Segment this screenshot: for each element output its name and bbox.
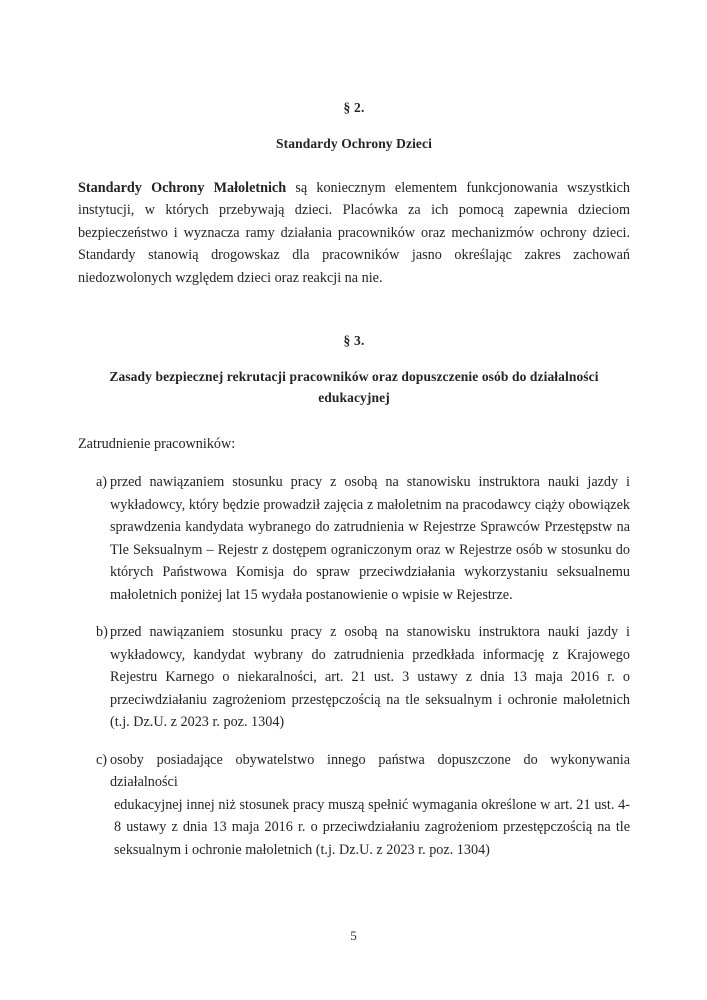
list-marker-c: c)	[96, 751, 108, 768]
list-marker-b: b)	[96, 624, 108, 641]
list-item-c-text-part2: edukacyjnej innej niż stosunek pracy muszą spełnić wymagania określone w art. 21 ust. 4-8 ustawy z dnia 13 maja 2016 r. o przeciwdziałaniu zagrożeniom przestępczością na tle seksualnym i ochronie małoletnich (t.j. Dz.U. z 2023 r. poz. 1304)	[114, 796, 630, 858]
list-item-c-text-part1: osoby posiadające obywatelstwo innego państwa dopuszczone do wykonywania działalności	[110, 751, 630, 791]
list-item-c	[78, 749, 630, 862]
section-title-3-line1: Zasady bezpiecznej rekrutacji pracowników oraz dopuszczenie osób do działalności	[109, 369, 599, 385]
paragraph-lead-bold: Standardy Ochrony Małoletnich	[78, 179, 287, 196]
list-item-b	[78, 621, 630, 734]
paragraph-body-text: są koniecznym elementem funkcjonowania wszystkich instytucji, w których przebywają dzieci. Placówka za ich pomocą zapewnia dzieciom bezpieczeństwo i wyznacza ramy działania pracowników oraz mechanizmów ochrony dzieci. Standardy stanowią drogowskaz dla pracowników jasno określając zakres zachowań niedozwolonych względem dzieci oraz reakcji na nie.	[78, 179, 630, 286]
list-item-b-text: przed nawiązaniem stosunku pracy z osobą na stanowisku instruktora nauki jazdy i wykładowcy, kandydat wybrany do zatrudnienia przedkłada informację z Krajowego Rejestru Karnego o niekaralności, art. 21 ust. 3 ustawy z dnia 13 maja 2016 r. o przeciwdziałaniu zagrożeniom przestępczością na tle seksualnym i ochronie małoletnich (t.j. Dz.U. z 2023 r. poz. 1304)	[110, 624, 630, 731]
paragraph-standards	[78, 177, 630, 289]
employment-lead-text: Zatrudnienie pracowników:	[78, 435, 236, 452]
page-number: 5	[350, 928, 357, 943]
requirements-list	[78, 471, 630, 861]
section-marker-3: § 3.	[343, 333, 365, 349]
section-title-3-line2: edukacyjnej	[318, 390, 390, 406]
list-item-a-text: przed nawiązaniem stosunku pracy z osobą na stanowisku instruktora nauki jazdy i wykładowcy, który będzie prowadził zajęcia z małoletnim na pracodawcy ciąży obowiązek sprawdzenia kandydata wybranego do zatrudnienia w Rejestrze Sprawców Przestępstw na Tle Seksualnym – Rejestr z dostępem ograniczonym oraz w Rejestrze osób w stosunku do których Państwowa Komisja do spraw przeciwdziałania wykorzystaniu seksualnemu małoletnich poniżej lat 15 wydała postanowienie o wpisie w Rejestrze.	[110, 474, 630, 603]
section-marker-2: § 2.	[343, 100, 365, 115]
list-marker-a: a)	[96, 474, 108, 491]
section-title-2: Standardy Ochrony Dzieci	[276, 136, 432, 151]
page-content	[78, 0, 630, 861]
list-item-a	[78, 471, 630, 606]
